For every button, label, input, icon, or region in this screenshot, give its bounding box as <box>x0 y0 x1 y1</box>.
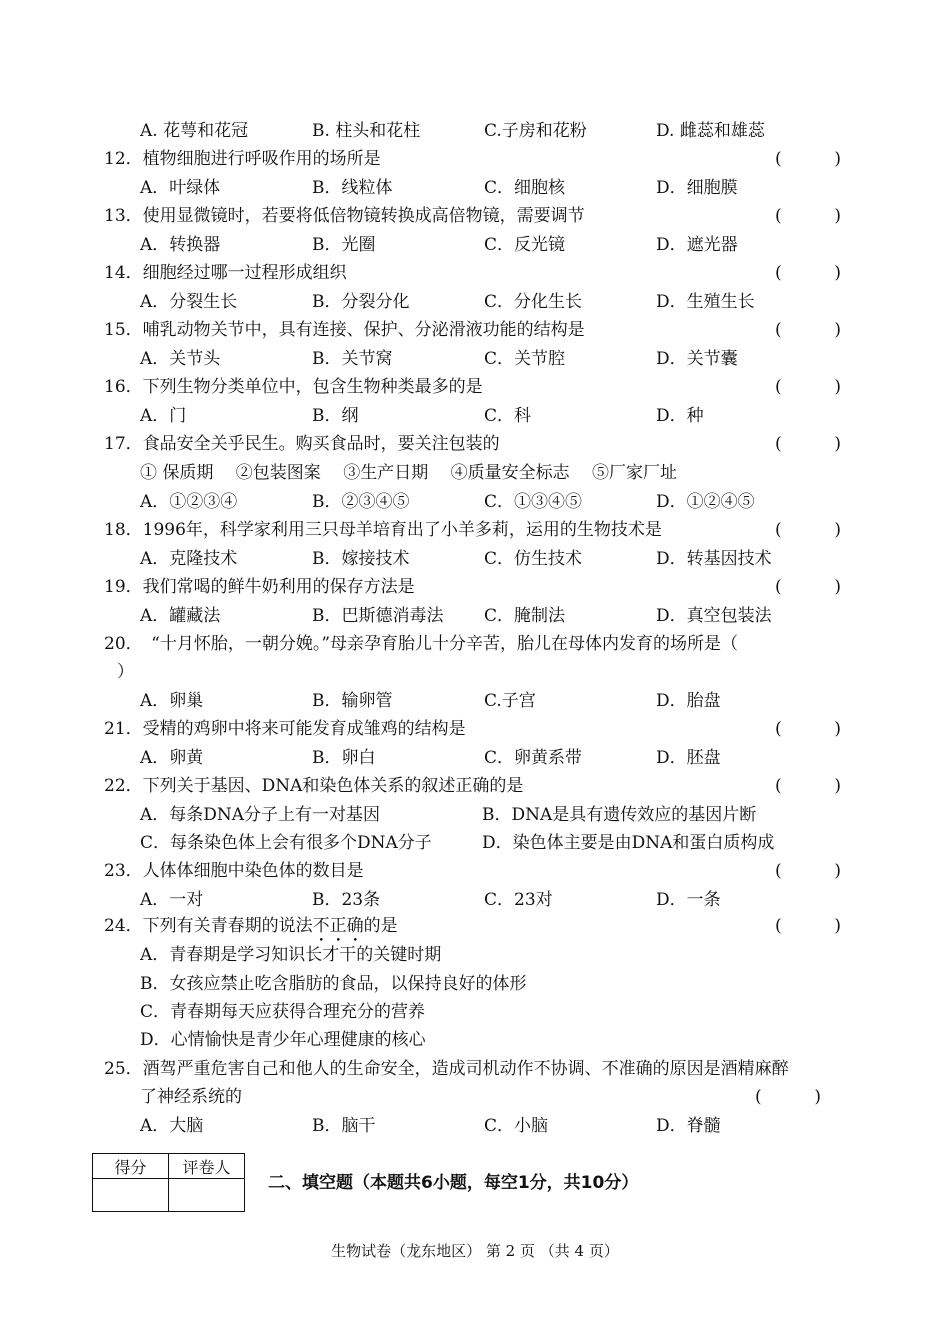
option-a: A．每条DNA分子上有一对基因 <box>140 805 381 825</box>
question-18-stem: 18．1996年，科学家利用三只母羊培育出了小羊多莉，运用的生物技术是 <box>104 520 662 540</box>
option-c: C．科 <box>484 406 532 426</box>
stem-part: 24．下列有关青春期的说法 <box>104 916 313 936</box>
option-b: B．输卵管 <box>312 691 393 711</box>
question-22-options-row-2 <box>140 829 840 857</box>
answer-blank-25 <box>755 1083 821 1111</box>
option-c: C．仿生技术 <box>484 549 583 569</box>
stem-part: 的是 <box>363 916 398 936</box>
option-d: D．关节囊 <box>656 349 738 369</box>
option-a: A．一对 <box>140 890 204 910</box>
paren-right: ) <box>834 776 841 796</box>
option-b: B．脑干 <box>312 1116 376 1136</box>
question-22-options-row-1 <box>140 801 840 829</box>
option-d: D．一条 <box>656 890 721 910</box>
option-a: A．克隆技术 <box>140 549 238 569</box>
paren-left: ( <box>775 577 782 597</box>
answer-blank-17 <box>775 430 841 458</box>
question-19-options <box>140 602 840 630</box>
question-23-stem: 23．人体体细胞中染色体的数目是 <box>104 861 364 881</box>
answer-blank-13 <box>775 202 841 230</box>
option-d: D. 雌蕊和雄蕊 <box>656 121 765 141</box>
paren-right: ) <box>834 377 841 397</box>
answer-blank-12 <box>775 145 841 173</box>
option-b: B．②③④⑤ <box>312 492 410 512</box>
option-a: A．罐藏法 <box>140 606 221 626</box>
question-13-stem: 13．使用显微镜时，若要将低倍物镜转换成高倍物镜，需要调节 <box>104 206 585 226</box>
option-c: C．小脑 <box>484 1116 549 1136</box>
option-a: A．门 <box>140 406 187 426</box>
question-15-stem: 15．哺乳动物关节中，具有连接、保护、分泌滑液功能的结构是 <box>104 320 585 340</box>
paren-left: ( <box>755 1087 762 1107</box>
paren-right: ) <box>834 861 841 881</box>
answer-blank-14 <box>775 259 841 287</box>
option-d: D．细胞膜 <box>656 178 738 198</box>
question-17-choices-list: ① 保质期 ②包装图案 ③生产日期 ④质量安全标志 ⑤厂家厂址 <box>140 463 678 483</box>
paren-left: ( <box>775 776 782 796</box>
option-d: D．遮光器 <box>656 235 738 255</box>
option-b: B．纲 <box>312 406 359 426</box>
answer-blank-19 <box>775 573 841 601</box>
option-b: B．分裂分化 <box>312 292 410 312</box>
section-title: 二、填空题（本题共6小题，每空1分，共10分） <box>268 1173 639 1193</box>
option-c: C．卵黄系带 <box>484 748 583 768</box>
paren-left: ( <box>775 520 782 540</box>
option-c: C．分化生长 <box>484 292 583 312</box>
paren-right: ) <box>834 916 841 936</box>
option-a: A．叶绿体 <box>140 178 221 198</box>
question-12-options <box>140 174 840 202</box>
option-b: B．卵白 <box>312 748 376 768</box>
option-c: C．腌制法 <box>484 606 566 626</box>
answer-blank-18 <box>775 516 841 544</box>
question-23-options <box>140 886 840 914</box>
paren-right: ) <box>834 434 841 454</box>
answer-blank-21 <box>775 715 841 743</box>
option-b: B．巴斯德消毒法 <box>312 606 444 626</box>
answer-blank-22 <box>775 772 841 800</box>
question-24-option-b: B．女孩应禁止吃含脂肪的食品，以保持良好的体形 <box>140 974 527 994</box>
option-d: D．①②④⑤ <box>656 492 755 512</box>
paren-right: ) <box>834 149 841 169</box>
option-a: A．卵巢 <box>140 691 204 711</box>
grader-header: 评卷人 <box>169 1154 245 1179</box>
option-d: D．胎盘 <box>656 691 721 711</box>
question-20-options <box>140 687 840 715</box>
option-d: D．染色体主要是由DNA和蛋白质构成 <box>482 833 775 853</box>
question-14-options <box>140 288 840 316</box>
question-16-stem: 16．下列生物分类单位中，包含生物种类最多的是 <box>104 377 483 397</box>
paren-left: ( <box>775 434 782 454</box>
option-c: C.子宫 <box>484 691 536 711</box>
option-c: C．每条染色体上会有很多个DNA分子 <box>140 833 432 853</box>
option-d: D．种 <box>656 406 704 426</box>
paren-right: ) <box>834 520 841 540</box>
page-footer: 生物试卷（龙东地区） 第 2 页 （共 4 页） <box>331 1242 619 1260</box>
question-22-stem: 22．下列关于基因、DNA和染色体关系的叙述正确的是 <box>104 776 524 796</box>
option-d: D．胚盘 <box>656 748 721 768</box>
question-21-stem: 21．受精的鸡卵中将来可能发育成雏鸡的结构是 <box>104 719 466 739</box>
option-c: C.子房和花粉 <box>484 121 587 141</box>
option-b: B. 柱头和花柱 <box>312 121 421 141</box>
question-14-stem: 14．细胞经过哪一过程形成组织 <box>104 263 347 283</box>
option-b: B．关节窝 <box>312 349 393 369</box>
option-a: A．关节头 <box>140 349 221 369</box>
q11-options <box>140 117 840 145</box>
question-13-options <box>140 231 840 259</box>
question-25-stem: 25．酒驾严重危害自己和他人的生命安全，造成司机动作不协调、不准确的原因是酒精麻醉 <box>104 1059 789 1079</box>
option-a: A．转换器 <box>140 235 221 255</box>
question-20-stem: 20． “十月怀胎，一朝分娩。”母亲孕育胎儿十分辛苦，胎儿在母体内发育的场所是（ <box>104 634 739 654</box>
paren-left: ( <box>775 206 782 226</box>
score-header: 得分 <box>93 1154 169 1179</box>
option-d: D．真空包装法 <box>656 606 772 626</box>
option-d: D．转基因技术 <box>656 549 772 569</box>
paren-left: ( <box>775 719 782 739</box>
question-25-stem-continued: 了神经系统的 <box>140 1087 242 1107</box>
paren-right: ) <box>834 719 841 739</box>
option-a: A．①②③④ <box>140 492 238 512</box>
option-c: C．①③④⑤ <box>484 492 583 512</box>
option-c: C．23对 <box>484 890 553 910</box>
option-d: D．生殖生长 <box>656 292 755 312</box>
paren-left: ( <box>775 320 782 340</box>
option-a: A．卵黄 <box>140 748 204 768</box>
question-16-options <box>140 402 840 430</box>
paren-right: ) <box>834 206 841 226</box>
answer-blank-16 <box>775 373 841 401</box>
question-21-options <box>140 744 840 772</box>
score-table <box>92 1153 245 1212</box>
paren-left: ( <box>775 149 782 169</box>
question-15-options <box>140 345 840 373</box>
option-c: C．关节腔 <box>484 349 566 369</box>
emphasized-text: 不正确 <box>312 916 364 936</box>
question-12-stem: 12．植物细胞进行呼吸作用的场所是 <box>104 149 381 169</box>
question-17-stem: 17．食品安全关乎民生。购买食品时，要关注包装的 <box>104 434 500 454</box>
option-b: B．光圈 <box>312 235 376 255</box>
paren-left: ( <box>775 861 782 881</box>
question-18-options <box>140 545 840 573</box>
paren-right: ) <box>834 263 841 283</box>
question-20-stem-continued: ） <box>117 662 134 682</box>
question-24-option-a: A．青春期是学习知识长才干的关键时期 <box>140 945 442 965</box>
option-a: A．大脑 <box>140 1116 204 1136</box>
paren-left: ( <box>775 377 782 397</box>
paren-left: ( <box>775 916 782 936</box>
option-b: B．23条 <box>312 890 381 910</box>
paren-right: ) <box>834 320 841 340</box>
question-17-options <box>140 488 840 516</box>
option-a: A．分裂生长 <box>140 292 238 312</box>
score-cell[interactable] <box>93 1179 169 1212</box>
grader-cell[interactable] <box>169 1179 245 1212</box>
option-b: B．线粒体 <box>312 178 393 198</box>
option-c: C．反光镜 <box>484 235 566 255</box>
paren-right: ) <box>814 1087 821 1107</box>
question-19-stem: 19．我们常喝的鲜牛奶利用的保存方法是 <box>104 577 415 597</box>
question-24-option-d: D．心情愉快是青少年心理健康的核心 <box>140 1030 426 1050</box>
question-24-stem <box>104 912 398 940</box>
paren-left: ( <box>775 263 782 283</box>
paren-right: ) <box>834 577 841 597</box>
option-a: A. 花萼和花冠 <box>140 121 249 141</box>
answer-blank-23 <box>775 857 841 885</box>
option-b: B．DNA是具有遗传效应的基因片断 <box>482 805 757 825</box>
question-25-options <box>140 1112 840 1140</box>
option-b: B．嫁接技术 <box>312 549 410 569</box>
answer-blank-15 <box>775 316 841 344</box>
option-d: D．脊髓 <box>656 1116 721 1136</box>
answer-blank-24 <box>775 912 841 940</box>
option-c: C．细胞核 <box>484 178 566 198</box>
question-24-option-c: C．青春期每天应获得合理充分的营养 <box>140 1002 426 1022</box>
